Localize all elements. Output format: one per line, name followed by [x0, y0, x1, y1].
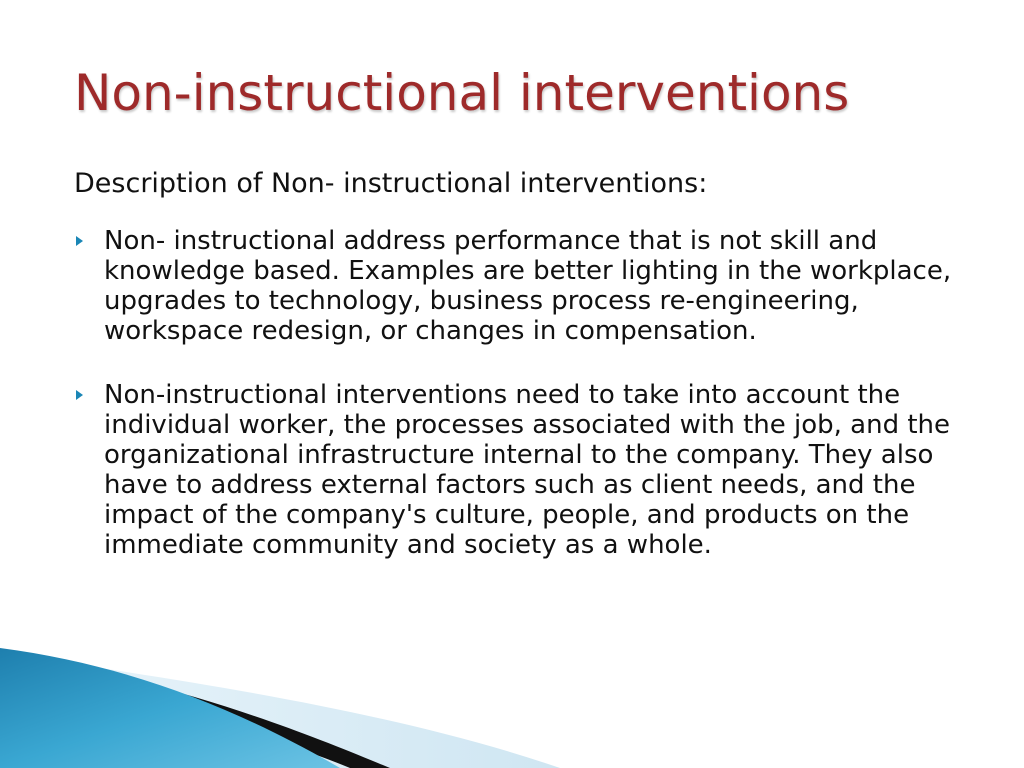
- bullet-item: [74, 226, 974, 346]
- triangle-right-icon: [76, 390, 83, 400]
- bullet-item: [74, 380, 974, 560]
- swoosh-dark: [0, 660, 390, 768]
- bullet-text: Non- instructional address performance that is not skill and knowledge based. Examples are better lighting in the workplace, upgrades to technology, business process re-engineering, workspace redesign, or changes in compensation.: [104, 226, 952, 346]
- swoosh-blue: [0, 648, 340, 768]
- swoosh-light: [0, 662, 560, 768]
- triangle-right-icon: [76, 236, 83, 246]
- bullet-text: Non-instructional interventions need to take into account the individual worker, the processes associated with the job, and the organizational infrastructure internal to the company. They also have to address external factors such as client needs, and the impact of the company's culture, people, and products on the immediate community and society as a whole.: [104, 380, 951, 560]
- slide-subtitle: Description of Non- instructional interventions:: [74, 168, 708, 199]
- slide-title: Non-instructional interventions: [74, 64, 850, 122]
- bullet-list: [74, 226, 974, 560]
